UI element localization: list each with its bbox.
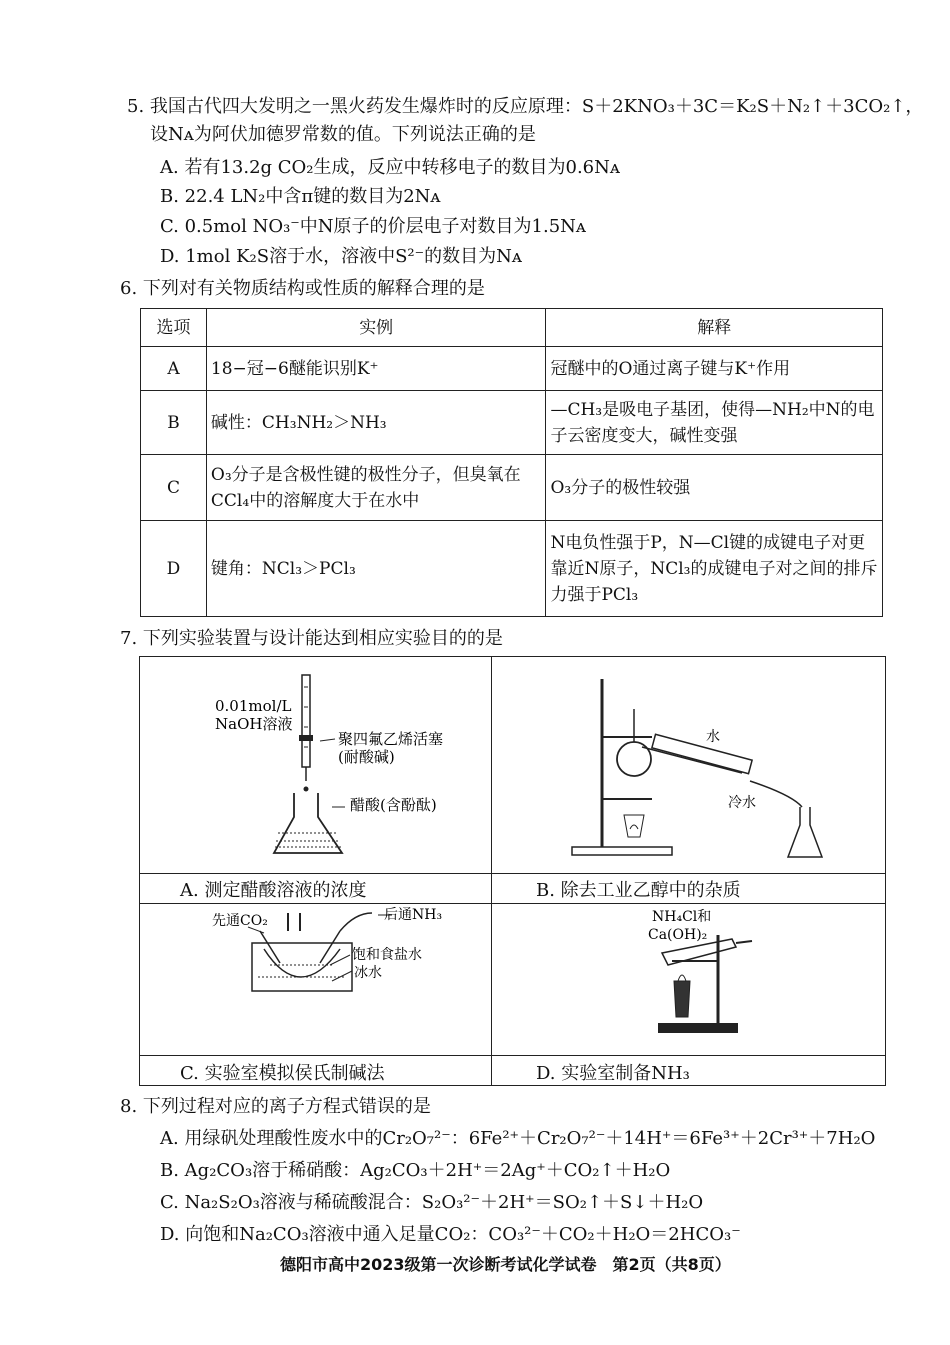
grid-divider: [140, 1055, 885, 1056]
label-water-in: 水: [706, 729, 720, 745]
q6-stem: 6. 下列对有关物质结构或性质的解释合理的是: [120, 278, 485, 299]
table-row: [141, 455, 883, 521]
label-nh3-later: 后通NH₃: [384, 907, 443, 923]
label-ptfe-stopcock: 聚四氟乙烯活塞: [338, 730, 444, 748]
apparatus-d-nh3-prep: [492, 905, 884, 1055]
label-co2-first: 先通CO₂: [212, 913, 268, 929]
q5-stem-line1: 5. 我国古代四大发明之一黑火药发生爆炸时的反应原理：S＋2KNO₃＋3C＝K₂S＋N₂↑＋3CO₂↑，: [127, 96, 924, 117]
q5-option-b: B. 22.4 LN₂中含π键的数目为2Nᴀ: [160, 186, 441, 207]
q7-stem: 7. 下列实验装置与设计能达到相应实验目的的是: [120, 628, 503, 649]
header-explain: 解释: [546, 309, 883, 347]
row-example: 18−冠−6醚能识别K⁺: [206, 347, 546, 391]
q8-option-a: A. 用绿矾处理酸性废水中的Cr₂O₇²⁻：6Fe²⁺＋Cr₂O₇²⁻＋14H⁺＝6Fe³⁺＋2Cr³⁺＋7H₂O: [160, 1128, 876, 1149]
q5-option-d: D. 1mol K₂S溶于水，溶液中S²⁻的数目为Nᴀ: [160, 246, 523, 267]
apparatus-c-hou-process: [140, 905, 490, 1055]
q8-option-b: B. Ag₂CO₃溶于稀硝酸：Ag₂CO₃＋2H⁺＝2Ag⁺＋CO₂↑＋H₂O: [160, 1160, 671, 1181]
label-naoh: NaOH溶液: [215, 715, 293, 733]
apparatus-a-titration: [140, 657, 490, 873]
table-row: [141, 347, 883, 391]
label-acetic-acid: 醋酸(含酚酞): [350, 796, 437, 814]
table-row: [141, 391, 883, 455]
row-example: 碱性：CH₃NH₂＞NH₃: [206, 391, 546, 455]
caption-d: D. 实验室制备NH₃: [536, 1063, 690, 1084]
label-caoh2: Ca(OH)₂: [648, 927, 708, 943]
header-example: 实例: [206, 309, 546, 347]
page-footer: 德阳市高中2023级第一次诊断考试化学试卷 第2页（共8页）: [280, 1255, 731, 1274]
caption-c: C. 实验室模拟侯氏制碱法: [180, 1063, 385, 1084]
row-option: B: [141, 391, 207, 455]
table-header-row: [141, 309, 883, 347]
caption-a: A. 测定醋酸溶液的浓度: [180, 880, 367, 901]
grid-divider: [140, 873, 885, 874]
apparatus-b-distillation: [492, 657, 884, 873]
row-explain: —CH₃是吸电子基团，使得—NH₂中N的电子云密度变大，碱性变强: [546, 391, 883, 455]
grid-divider: [140, 903, 885, 904]
q5-option-c: C. 0.5mol NO₃⁻中N原子的价层电子对数目为1.5Nᴀ: [160, 216, 587, 237]
q5-stem-line2: 设Nᴀ为阿伏加德罗常数的值。下列说法正确的是: [150, 124, 536, 145]
row-explain: 冠醚中的O通过离子键与K⁺作用: [546, 347, 883, 391]
row-option: C: [141, 455, 207, 521]
q8-option-d: D. 向饱和Na₂CO₃溶液中通入足量CO₂：CO₃²⁻＋CO₂＋H₂O＝2HCO₃⁻: [160, 1224, 741, 1245]
q8-option-c: C. Na₂S₂O₃溶液与稀硫酸混合：S₂O₃²⁻＋2H⁺＝SO₂↑＋S↓＋H₂O: [160, 1192, 704, 1213]
header-option: 选项: [141, 309, 207, 347]
row-option: A: [141, 347, 207, 391]
q8-stem: 8. 下列过程对应的离子方程式错误的是: [120, 1096, 431, 1117]
label-saturated-brine: 饱和食盐水: [352, 947, 422, 963]
row-option: D: [141, 521, 207, 617]
label-naoh-conc: 0.01mol/L: [215, 697, 292, 715]
q5-option-a: A. 若有13.2g CO₂生成，反应中转移电子的数目为0.6Nᴀ: [160, 157, 621, 178]
label-acid-base-resistant: (耐酸碱): [338, 748, 395, 766]
caption-b: B. 除去工业乙醇中的杂质: [536, 880, 741, 901]
row-example: 键角：NCl₃＞PCl₃: [206, 521, 546, 617]
row-explain: N电负性强于P，N—Cl键的成键电子对更靠近N原子，NCl₃的成键电子对之间的排斥力强于PCl₃: [546, 521, 883, 617]
label-cold-water: 冷水: [728, 795, 756, 811]
q6-table: [140, 308, 883, 617]
label-ice-water: 冰水: [354, 965, 382, 981]
label-nh4cl: NH₄Cl和: [652, 909, 712, 925]
row-explain: O₃分子的极性较强: [546, 455, 883, 521]
q7-apparatus-grid: [139, 656, 886, 1086]
row-example: O₃分子是含极性键的极性分子，但臭氧在CCl₄中的溶解度大于在水中: [206, 455, 546, 521]
table-row: [141, 521, 883, 617]
